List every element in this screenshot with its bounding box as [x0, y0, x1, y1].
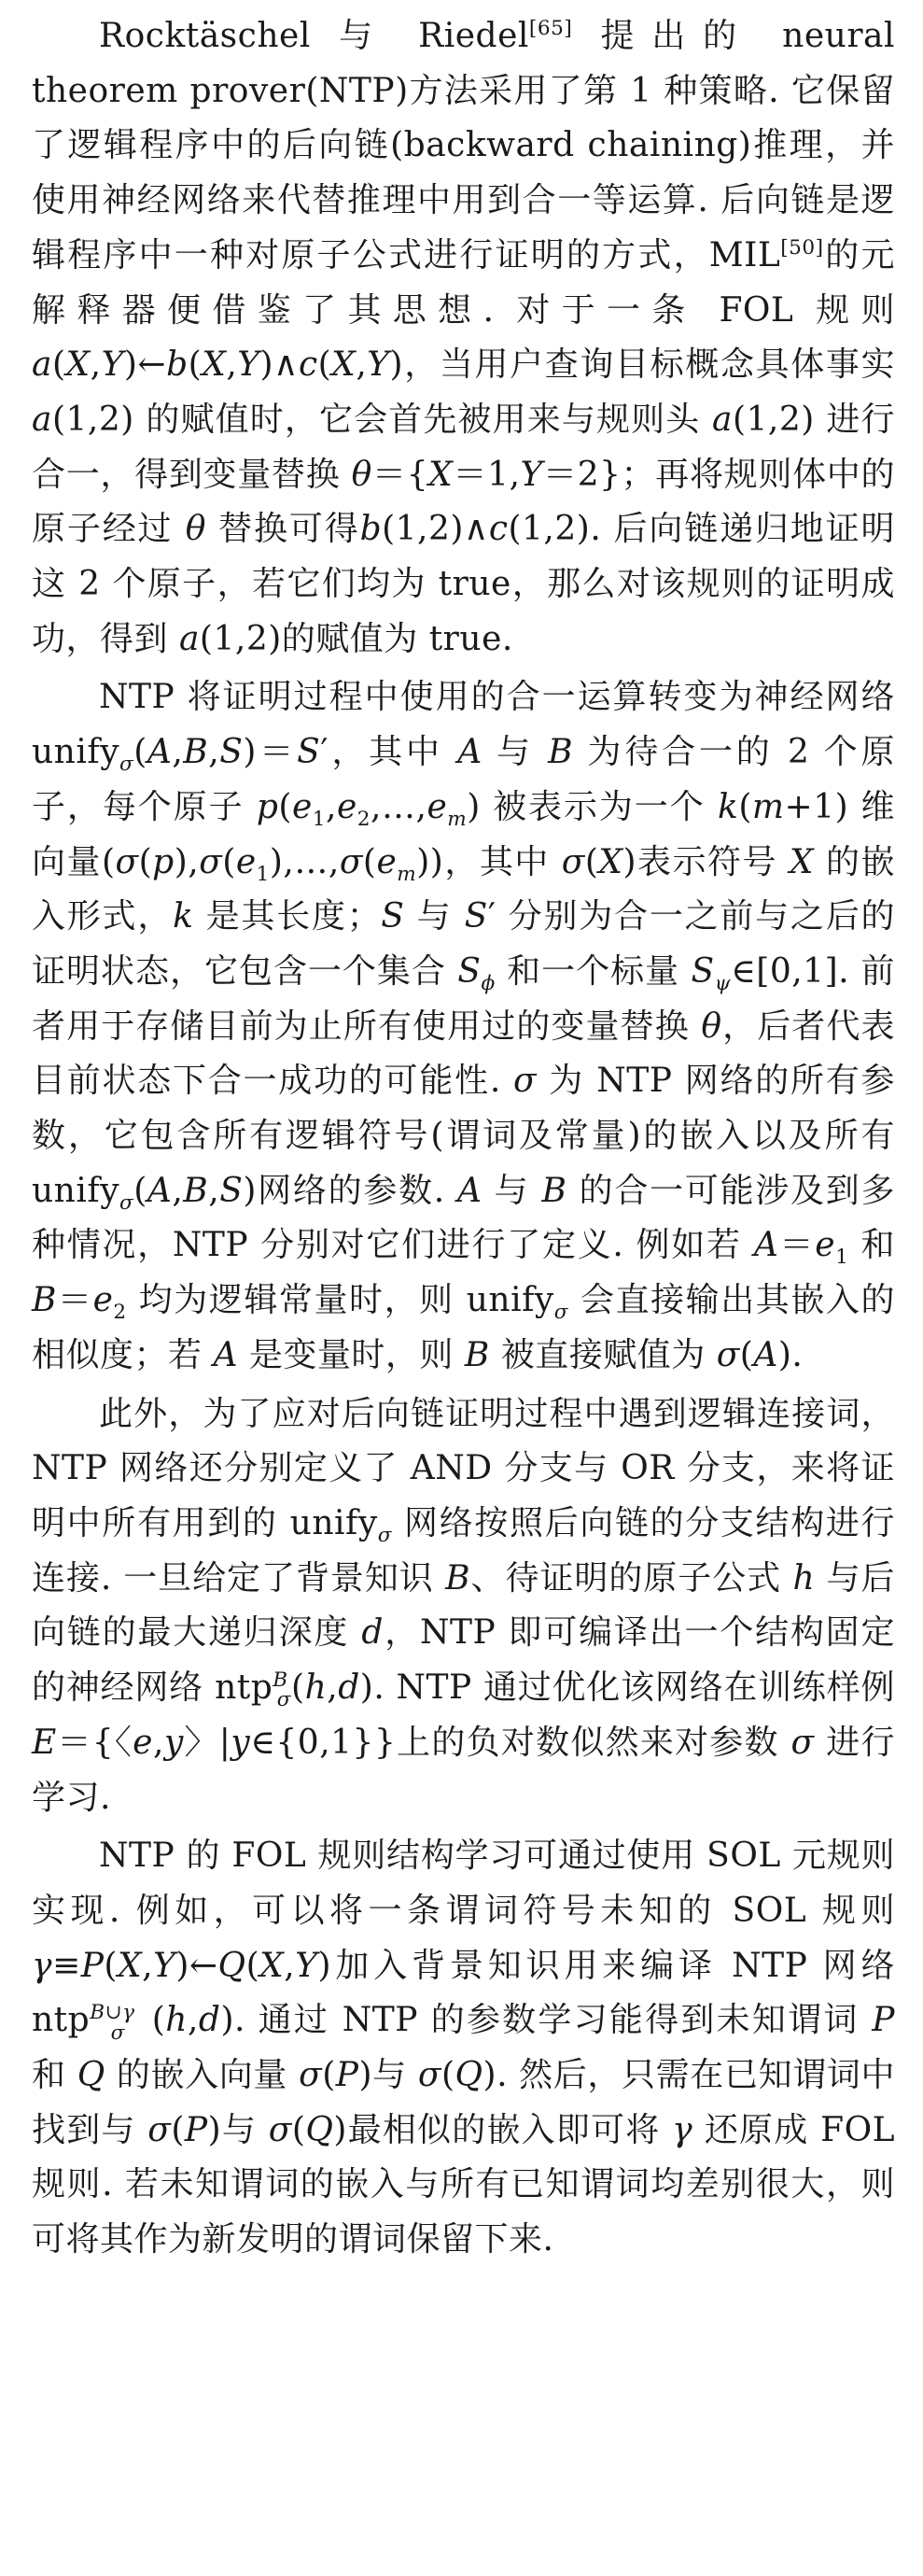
paragraph-ntp-intro: Rocktäschel 与 Riedel[65] 提出的 neural theorem prover(NTP)方法采用了第 1 种策略. 它保留了逻辑程序中的后向链(backward chaining)推理，并使用神经网络来代替推理中用到合一等运算. 后向链是逻辑程序中一种对原子公式进行证明的方式，MIL[50]的元解释器便借鉴了其思想. 对于一条 FOL 规则 a(X,Y)←b(X,Y)∧c(X,Y)，当用户查询目标概念具体事实 a(1,2) 的赋值时，它会首先被用来与规则头 a(1,2) 进行合一，得到变量替换 θ＝{X＝1,Y＝2}；再将规则体中的原子经过 θ 替换可得b(1,2)∧c(1,2). 后向链递归地证明这 2 个原子，若它们均为 true，那么对该规则的证明成功，得到 a(1,2)的赋值为 true.: [32, 17, 896, 658]
paragraph-unify-network: NTP 将证明过程中使用的合一运算转变为神经网络 unify$_\sigma$(A,B,S)＝S′，其中 A 与 B 为待合一的 2 个原子，每个原子 $p(e_1,e_2,\dots,e_m)$ 被表示为一个 k(m+1) 维向量$(\sigma(p),\sigma(e_1),\dots,\sigma(e_m))$，其中 σ(X)表示符号 X 的嵌入形式，k 是其长度；S 与 S′ 分别为合一之前与之后的证明状态，它包含一个集合 $S_\phi$ 和一个标量 $S_\psi\in[0,1]$. 前者用于存储目前为止所有使用过的变量替换 θ，后者代表目前状态下合一成功的可能性. σ 为 NTP 网络的所有参数，它包含所有逻辑符号(谓词及常量)的嵌入以及所有 unify$_\sigma$(A,B,S)网络的参数. A 与 B 的合一可能涉及到多种情况，NTP 分别对它们进行了定义. 例如若 $A=e_1$ 和 $B=e_2$ 均为逻辑常量时，则 unify$_\sigma$ 会直接输出其嵌入的相似度；若 A 是变量时，则 B 被直接赋值为 σ(A).: [32, 678, 896, 1374]
paragraph-rule-learning: NTP 的 FOL 规则结构学习可通过使用 SOL 元规则实现. 例如，可以将一条谓词符号未知的 SOL 规则 γ≡P(X,Y)←Q(X,Y)加入背景知识用来编译 NTP 网络 ntp$^{B\cup\gamma}_\sigma$ (h,d). 通过 NTP 的参数学习能得到未知谓词 P 和 Q 的嵌入向量 σ(P)与 σ(Q). 然后，只需在已知谓词中找到与 σ(P)与 σ(Q)最相似的嵌入即可将 γ 还原成 FOL 规则. 若未知谓词的嵌入与所有已知谓词均差别很大，则可将其作为新发明的谓词保留下来.: [32, 1837, 895, 2259]
paragraph-and-or-branches: 此外，为了应对后向链证明过程中遇到逻辑连接词，NTP 网络还分别定义了 AND 分支与 OR 分支，来将证明中所有用到的 unify$_\sigma$ 网络按照后向链的分支结构进行连接. 一旦给定了背景知识 B、待证明的原子公式 h 与后向链的最大递归深度 d，NTP 即可编译出一个结构固定的神经网络 ntp$^B_\sigma$(h,d). NTP 通过优化该网络在训练样例 E＝{〈e,y〉|y∈{0,1}}上的负对数似然来对参数 σ 进行学习.: [32, 1394, 895, 1817]
